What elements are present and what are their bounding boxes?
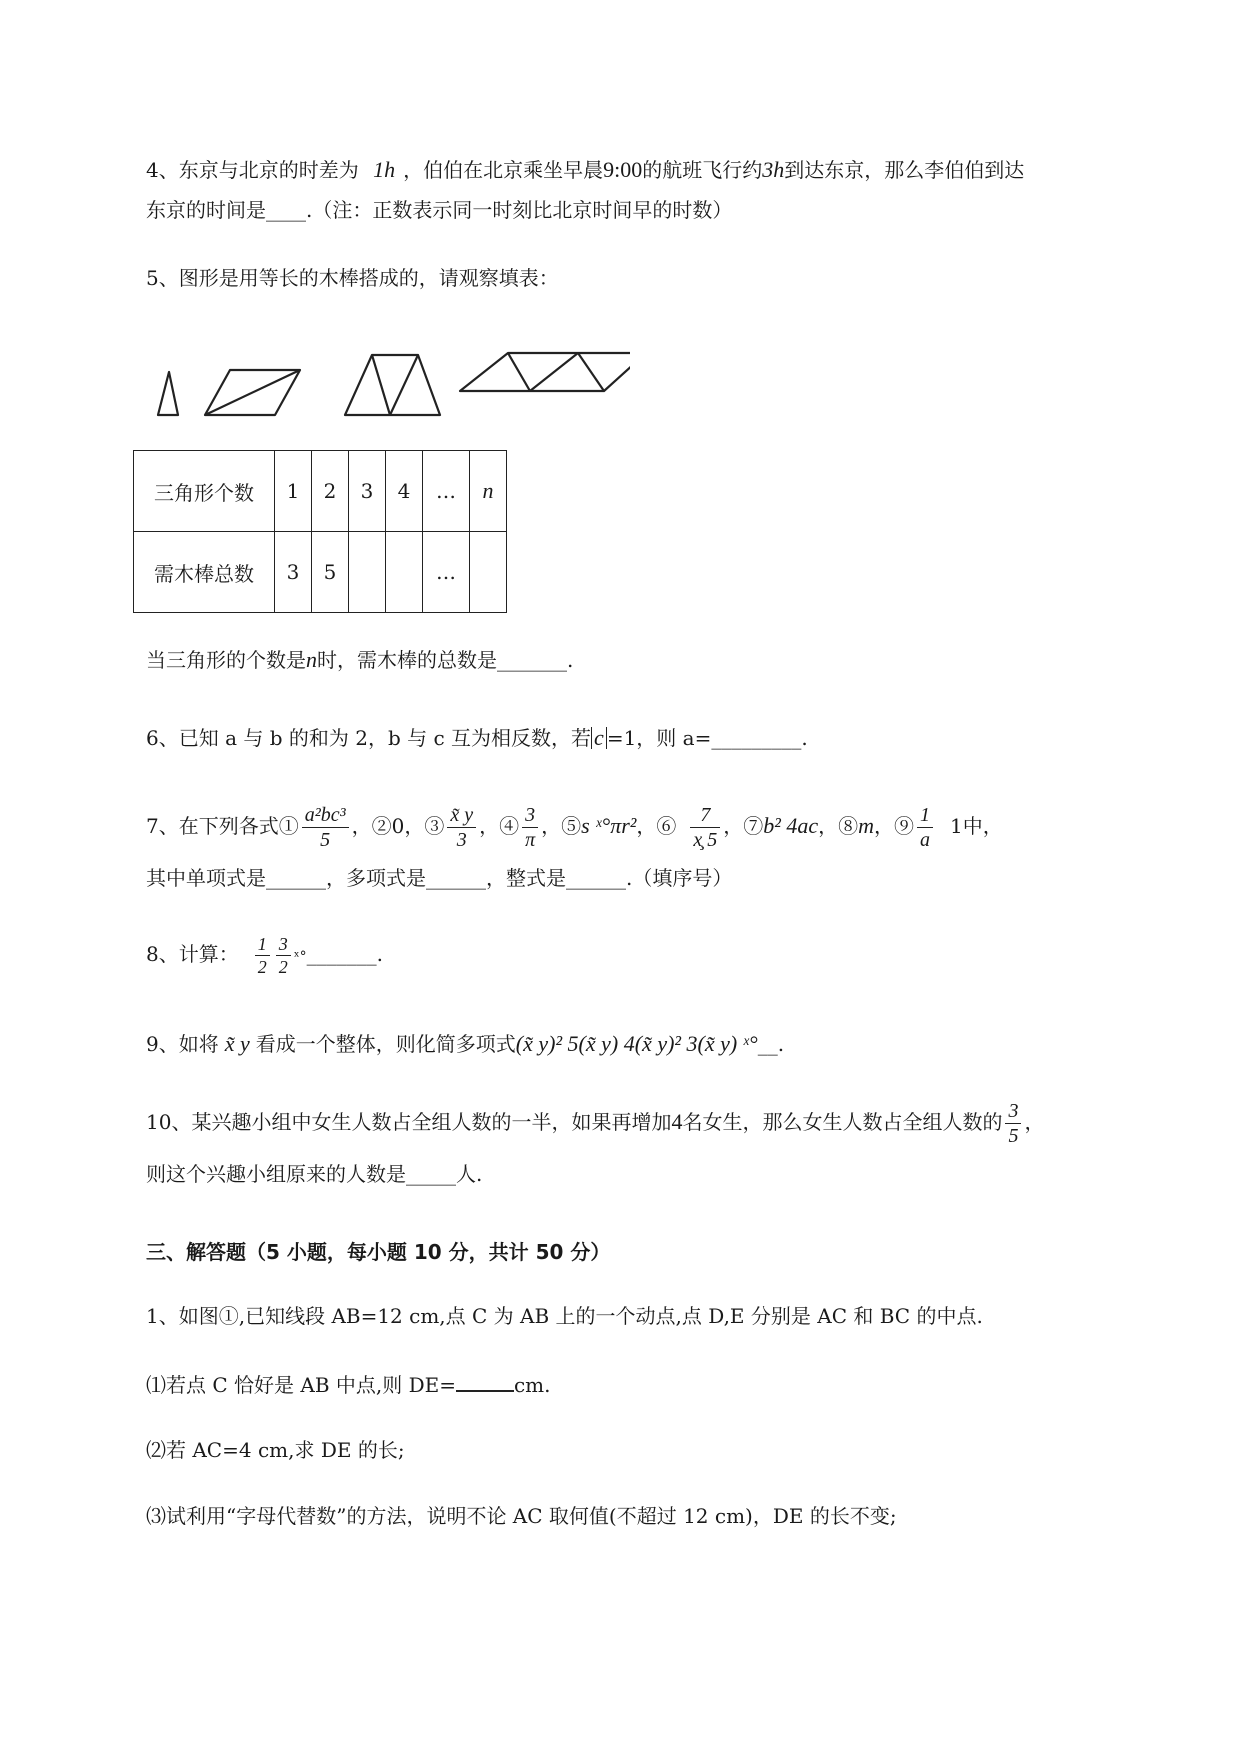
q10-text-a: 10、某兴趣小组中女生人数占全组人数的一半，如果再增加: [146, 1110, 672, 1134]
q4-line2: [146, 196, 732, 224]
q4-text-g: 到达东京，那么李伯伯到达: [784, 158, 1025, 182]
stick-figures: [150, 345, 630, 425]
q7-expr-8: m: [858, 813, 875, 838]
q5-after-a: 当三角形的个数是: [146, 648, 306, 672]
q6-text-a: 6、已知 a 与 b 的和为 2，b 与 c 互为相反数，若: [146, 726, 592, 750]
figure-4-stick-1: [508, 353, 530, 391]
table-cell: 2: [312, 451, 349, 532]
figure-3-stick-2: [390, 355, 418, 415]
q9-polynomial: (x̃ y)² 5(x̃ y) 4(x̃ y)² 3(x̃ y) ˣ°: [515, 1031, 758, 1056]
q8-frac-2: $\frac{3}{2}$: [276, 933, 291, 978]
table-header-triangles: 三角形个数: [134, 451, 275, 532]
q4-text-a: 4、东京与北京的时差为: [146, 158, 359, 182]
table-cell: 4: [386, 451, 423, 532]
table-cell: 5: [312, 532, 349, 613]
table-cell: 3: [349, 451, 386, 532]
p1-part-1-blank: [456, 1370, 514, 1392]
q4-text-l2a: 东京的时间是: [146, 198, 266, 222]
table-cell: 1: [275, 451, 312, 532]
q7-expr-1: $\frac{\text{a²bc³}}{5}$: [302, 803, 349, 852]
q7-expr-9: $\frac{1}{a}$: [917, 803, 933, 852]
stick-count-table: [133, 450, 507, 613]
q8-operator: ˣ°: [293, 949, 307, 965]
table-cell: [349, 532, 386, 613]
q9-blank: __.: [757, 1032, 785, 1056]
q7-text-g: ，⑧: [818, 814, 859, 838]
q8-blank: _______.: [306, 942, 384, 966]
q7-expr-4: $\frac{3}{\pi}$: [522, 803, 538, 852]
q4-math-3h: 3h: [762, 157, 785, 182]
q7-text-b: ，②0，③: [351, 814, 445, 838]
p1-part-2: ⑵若 AC=4 cm,求 DE 的长;: [146, 1438, 405, 1462]
q6-blank: _________.: [711, 726, 808, 750]
q10-line1: [146, 1094, 1044, 1150]
table-cell: n: [470, 451, 507, 532]
q4-time: 9:00: [603, 157, 643, 182]
p1-statement: 1、如图①,已知线段 AB=12 cm,点 C 为 AB 上的一个动点,点 D,E 分别是 AC 和 BC 的中点.: [146, 1304, 983, 1328]
q5-n: n: [306, 647, 317, 672]
q7-text-f: ，⑦: [723, 814, 764, 838]
figure-2-diagonal: [205, 370, 300, 415]
table-cell: …: [423, 532, 470, 613]
table-cell: [386, 532, 423, 613]
q7-text-i: 1中，: [950, 814, 1003, 838]
figure-4-stick-2: [530, 353, 578, 391]
q7-expr-5: s ˣ°πr²: [581, 813, 637, 838]
q7-text-h: ，⑨: [874, 814, 915, 838]
figure-4-stick-3: [578, 353, 604, 391]
q6-abs-c: c: [591, 727, 607, 749]
q10-text-c: 名女生，那么女生人数占全组人数的: [682, 1110, 1003, 1134]
q7-expr-7: b² 4ac: [763, 813, 819, 838]
p1-part-3: ⑶试利用“字母代替数”的方法，说明不论 AC 取何值(不超过 12 cm)，DE 的长不变;: [146, 1504, 897, 1528]
q8-line: [146, 926, 383, 985]
table-cell: …: [423, 451, 470, 532]
table-cell: [470, 532, 507, 613]
q10-number: 4: [671, 1109, 683, 1134]
q5-text: 5、图形是用等长的木棒搭成的，请观察填表：: [146, 266, 559, 290]
p1-part-1: [146, 1370, 551, 1399]
q7-expr-6: $\frac{7}{x̧ 5}$: [690, 803, 720, 852]
q10-fraction: $\frac{3}{5}$: [1005, 1099, 1021, 1148]
q5-blank: _______.: [497, 648, 574, 672]
q4-math-1h: 1h: [373, 157, 396, 182]
q7-text-c: ，④: [479, 814, 520, 838]
q4-blank: ____.: [266, 198, 313, 222]
q8-frac-1: $\frac{1}{2}$: [255, 933, 270, 978]
q4-line1: [146, 156, 1024, 184]
q7-expr-3: $\frac{x̃ y}{3}$: [447, 803, 476, 852]
q7-line2: 其中单项式是______，多项式是______，整式是______.（填序号）: [146, 866, 733, 890]
q7-text-d: ，⑤: [541, 814, 582, 838]
q8-text-a: 8、计算：: [146, 942, 239, 966]
figure-3-stick-1: [372, 355, 390, 415]
figure-4-outline: [460, 353, 630, 391]
q6-line: [146, 724, 808, 752]
q9-text-a: 9、如将: [146, 1032, 219, 1056]
figure-3-outline: [345, 355, 440, 415]
q9-expr-xy: x̃ y: [224, 1031, 250, 1056]
figure-1-triangle: [158, 372, 178, 415]
table-row-triangles: [134, 451, 507, 532]
q9-line: [146, 1030, 784, 1058]
p1-part-1-text: ⑴若点 C 恰好是 AB 中点,则 DE=: [146, 1373, 456, 1397]
table-header-sticks: 需木棒总数: [134, 532, 275, 613]
section-3-title: 三、解答题（5 小题，每小题 10 分，共计 50 分）: [146, 1240, 611, 1264]
q5-follow-up: [146, 646, 573, 674]
q10-line2: 则这个兴趣小组原来的人数是_____人.: [146, 1162, 483, 1186]
q9-text-c: 看成一个整体，则化简多项式: [255, 1032, 516, 1056]
q4-note: （注：正数表示同一时刻比北京时间早的时数）: [312, 198, 733, 222]
q6-text-c: =1，则 a=: [606, 726, 712, 750]
q5-after-c: 时，需木棒的总数是: [317, 648, 497, 672]
q10-text-d: ，: [1024, 1110, 1045, 1134]
q7-text-a: 7、在下列各式①: [146, 814, 299, 838]
p1-part-1-unit: cm.: [513, 1373, 551, 1397]
q4-text-c: ，伯伯在北京乘坐早晨: [403, 158, 604, 182]
q7-line1: [146, 796, 1003, 856]
table-row-sticks: [134, 532, 507, 613]
q7-text-e: ，⑥: [636, 814, 677, 838]
q4-text-e: 的航班飞行约: [642, 158, 763, 182]
table-cell: 3: [275, 532, 312, 613]
